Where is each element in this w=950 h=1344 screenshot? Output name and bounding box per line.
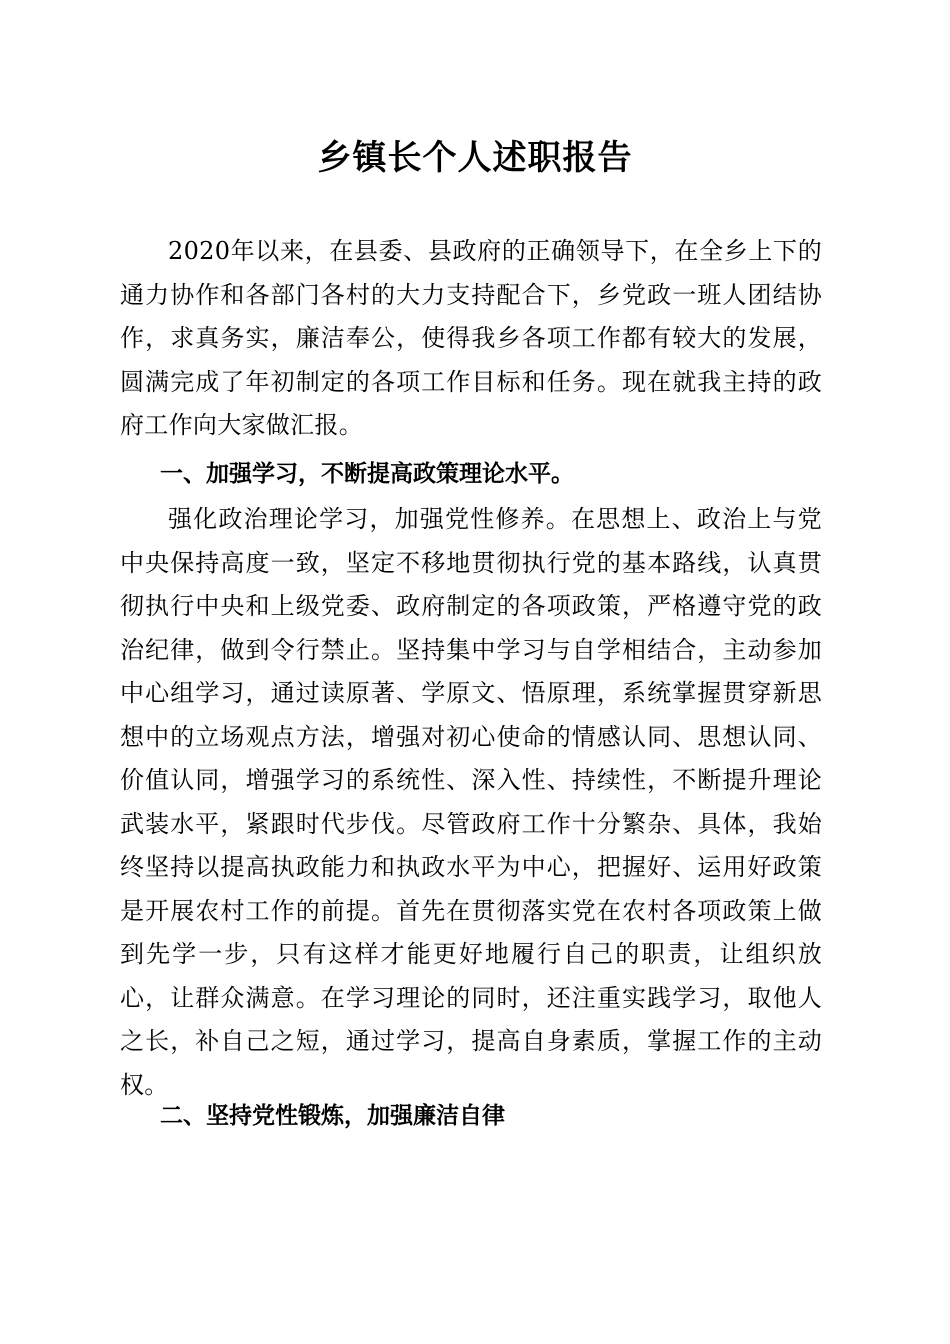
section-2-heading: 二、坚持党性锻炼，加强廉洁自律 <box>160 1103 505 1129</box>
intro-paragraph: 2020年以来，在县委、县政府的正确领导下，在全乡上下的通力协作和各部门各村的大力支持配合下，乡党政一班人团结协作，求真务实，廉洁奉公，使得我乡各项工作都有较大的发展，圆满完成了年初制定的各项工作目标和任务。现在就我主持的政府工作向大家做汇报。 <box>120 237 822 439</box>
section-1-heading: 一、加强学习，不断提高政策理论水平。 <box>160 461 574 487</box>
section-1-paragraph: 强化政治理论学习，加强党性修养。在思想上、政治上与党中央保持高度一致，坚定不移地贯彻执行党的基本路线，认真贯彻执行中央和上级党委、政府制定的各项政策，严格遵守党的政治纪律，做到令行禁止。坚持集中学习与自学相结合，主动参加中心组学习，通过读原著、学原文、悟原理，系统掌握贯穿新思想中的立场观点方法，增强对初心使命的情感认同、思想认同、价值认同，增强学习的系统性、深入性、持续性，不断提升理论武装水平，紧跟时代步伐。尽管政府工作十分繁杂、具体，我始终坚持以提高执政能力和执政水平为中心，把握好、运用好政策是开展农村工作的前提。首先在贯彻落实党在农村各项政策上做到先学一步，只有这样才能更好地履行自己的职责，让组织放心，让群众满意。在学习理论的同时，还注重实践学习，取他人之长，补自己之短，通过学习，提高自身素质，掌握工作的主动权。 <box>120 505 822 1099</box>
document-title: 乡镇长个人述职报告 <box>317 138 633 178</box>
